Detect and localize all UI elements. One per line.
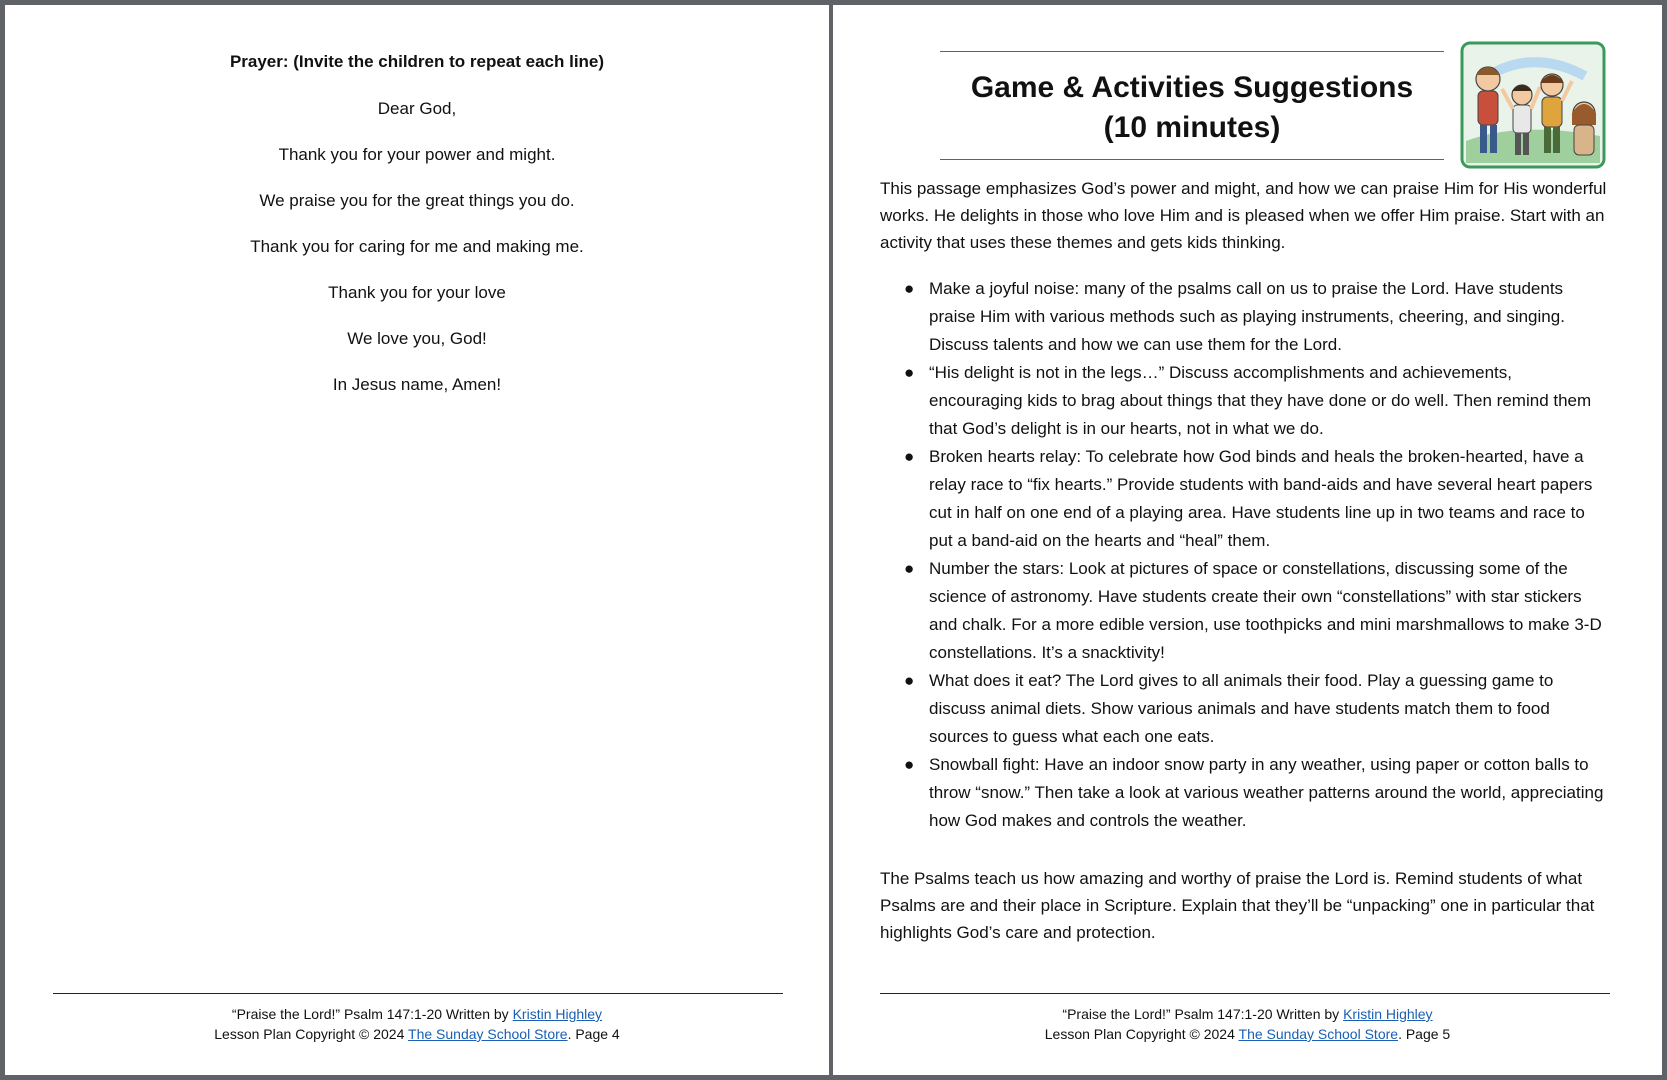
page-footer: [5, 1004, 829, 1044]
footer-copyright: Lesson Plan Copyright © 2024: [214, 1026, 409, 1042]
bullet-icon: ●: [904, 671, 915, 690]
footer-line-2: [5, 1024, 829, 1044]
author-link[interactable]: Kristin Highley: [1343, 1006, 1433, 1022]
page-footer: [833, 1004, 1662, 1044]
activity-text: Broken hearts relay: To celebrate how God binds and heals the broken-hearted, have a relay race to “fix hearts.” Provide students with band-aids and have several heart papers cut in half on one end of a playing area. Have students line up in two teams and race to put a band-aid on the hearts and “heal” them.: [929, 447, 1593, 550]
page-4: [5, 5, 829, 1075]
bullet-icon: ●: [904, 755, 915, 774]
bullet-icon: ●: [904, 447, 915, 466]
prayer-line: Thank you for caring for me and making me.: [250, 237, 584, 256]
footer-line-1: [5, 1004, 829, 1024]
title-line-1: Game & Activities Suggestions: [970, 71, 1414, 104]
title-line-2: (10 minutes): [1103, 111, 1281, 144]
footer-line-1: [833, 1004, 1662, 1024]
prayer-heading: Prayer: (Invite the children to repeat each line): [229, 52, 605, 71]
footer-line-2: [833, 1024, 1662, 1044]
list-item: [880, 275, 1608, 359]
page-number: . Page 4: [567, 1026, 620, 1042]
author-link[interactable]: Kristin Highley: [512, 1006, 603, 1022]
bullet-icon: ●: [904, 363, 915, 382]
store-link[interactable]: The Sunday School Store: [1238, 1026, 1399, 1042]
prayer-line: We love you, God!: [347, 329, 487, 348]
prayer-line: Thank you for your power and might.: [278, 145, 556, 164]
title-rule-bottom: [940, 159, 1444, 160]
prayer-line: Thank you for your love: [328, 283, 506, 302]
footer-divider: [880, 993, 1610, 994]
activity-text: Number the stars: Look at pictures of space or constellations, discussing some of the science of astronomy. Have students create their own “constellations” with star stickers and chalk. For a more edible version, use toothpicks and mini marshmallows to make 3-D constellations. It’s a snacktivity!: [929, 559, 1602, 662]
bullet-icon: ●: [904, 279, 915, 298]
prayer-section: [5, 52, 829, 420]
footer-copyright: Lesson Plan Copyright © 2024: [1044, 1026, 1239, 1042]
list-item: [880, 751, 1608, 835]
prayer-line: We praise you for the great things you do.: [259, 191, 575, 210]
illustration-icon: [1460, 41, 1606, 169]
footer-citation: “Praise the Lord!” Psalm 147:1-20 Written by: [1062, 1006, 1344, 1022]
activity-text: Make a joyful noise: many of the psalms call on us to praise the Lord. Have students praise Him with various methods such as playing instruments, cheering, and singing. Discuss talents and how we can use them for the Lord.: [929, 279, 1565, 354]
title-rule-top: [940, 51, 1444, 52]
prayer-line: In Jesus name, Amen!: [332, 375, 502, 394]
prayer-line: Dear God,: [377, 99, 457, 118]
intro-paragraph: This passage emphasizes God’s power and might, and how we can praise Him for His wonderful works. He delights in those who love Him and is pleased when we offer Him praise. Start with an activity that uses these themes and gets kids thinking.: [880, 179, 1607, 252]
list-item: [880, 667, 1608, 751]
page-number: . Page 5: [1398, 1026, 1451, 1042]
footer-citation: “Praise the Lord!” Psalm 147:1-20 Written by: [231, 1006, 513, 1022]
activity-text: Snowball fight: Have an indoor snow party in any weather, using paper or cotton balls to throw “snow.” Then take a look at various weather patterns around the world, appreciating how God makes and controls the weather.: [929, 755, 1604, 830]
page-title: [940, 68, 1444, 148]
activity-text: What does it eat? The Lord gives to all animals their food. Play a guessing game to discuss animal diets. Show various animals and have students match them to food sources to guess what each one eats.: [929, 671, 1554, 746]
store-link[interactable]: The Sunday School Store: [408, 1026, 568, 1042]
page-5: [833, 5, 1662, 1075]
list-item: [880, 443, 1608, 555]
footer-divider: [53, 993, 783, 994]
list-item: [880, 555, 1608, 667]
kids-cheering-illustration: [1460, 41, 1606, 169]
closing-paragraph: The Psalms teach us how amazing and worthy of praise the Lord is. Remind students of what Psalms are and their place in Scripture. Explain that they’ll be “unpacking” one in particular that highlights God’s care and protection.: [880, 869, 1595, 942]
bullet-icon: ●: [904, 559, 915, 578]
list-item: [880, 359, 1608, 443]
activity-text: “His delight is not in the legs…” Discuss accomplishments and achievements, encouraging kids to brag about things that they have done or do well. Then remind them that God’s delight is in our hearts, not in what we do.: [929, 363, 1592, 438]
activity-list: [880, 275, 1608, 835]
